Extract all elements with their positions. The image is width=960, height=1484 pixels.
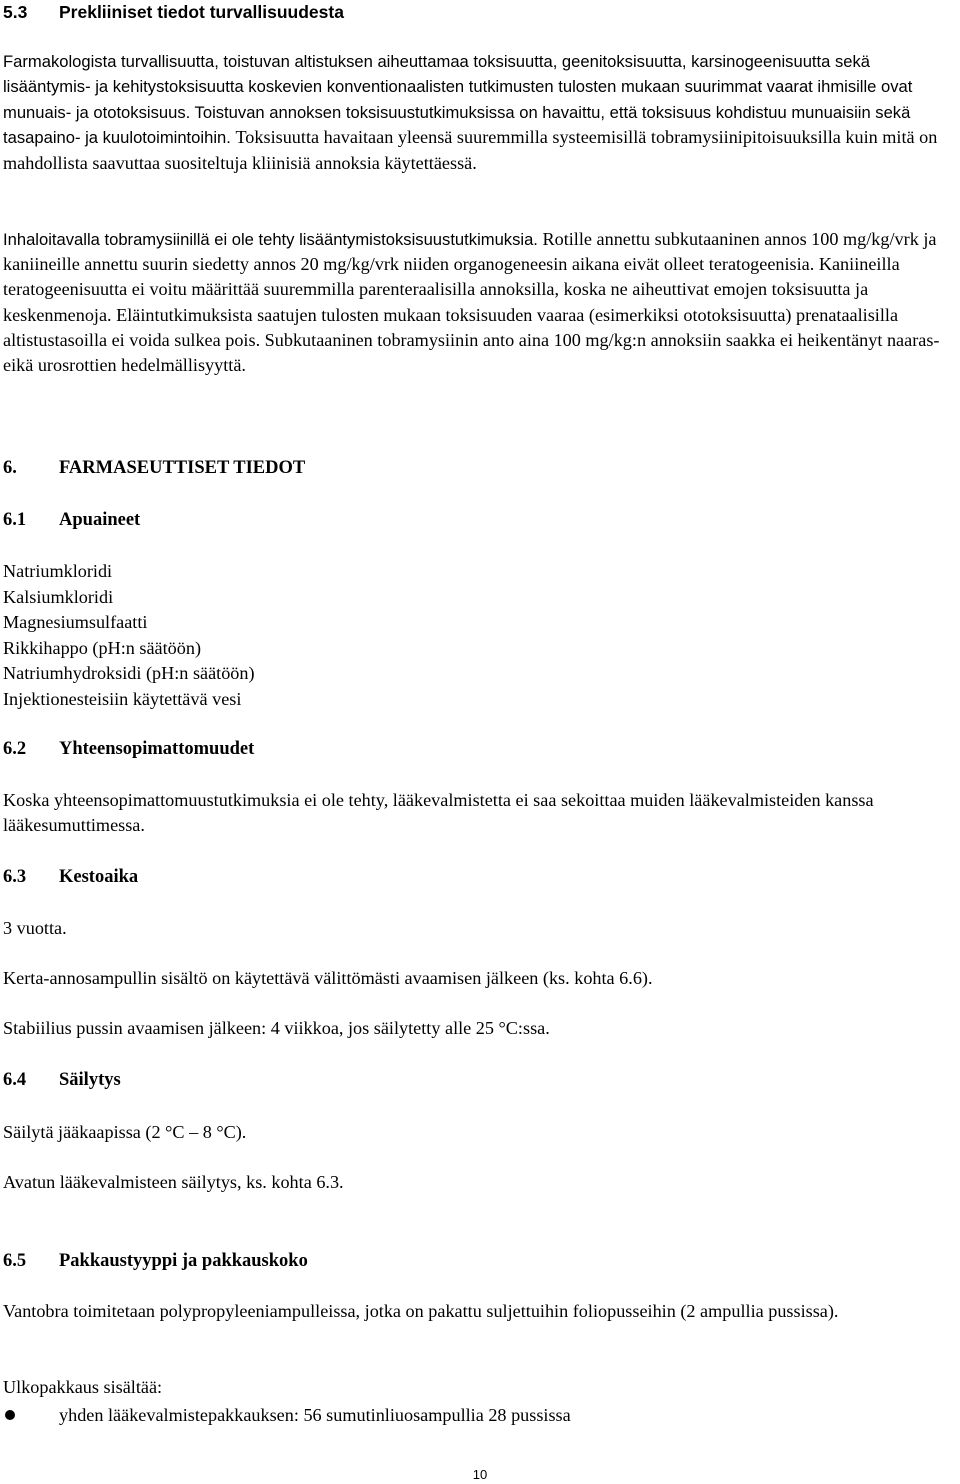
heading-title: Kestoaika	[59, 867, 139, 887]
heading-title: Pakkaustyyppi ja pakkauskoko	[59, 1251, 308, 1271]
section-heading-6-4	[3, 1068, 956, 1092]
paragraph-text: Inhaloitavalla tobramysiinillä ei ole tehty lisääntymistoksisuustutkimuksia.	[3, 230, 538, 249]
heading-number: 5.3	[3, 2, 28, 22]
section-heading-6-3	[3, 865, 956, 889]
paragraph-packaging: Vantobra toimitetaan polypropyleeniampulleissa, jotka on pakattu suljettuihin foliopusseihin (2 ampullia pussissa).	[3, 1301, 839, 1321]
paragraph-incompatibilities: Koska yhteensopimattomuustutkimuksia ei ole tehty, lääkevalmistetta ei saa sekoittaa muiden lääkevalmisteiden kanssa lääkesumuttimessa.	[3, 790, 874, 836]
bullet-text: yhden lääkevalmistepakkauksen: 56 sumutinliuosampullia 28 pussissa	[59, 1405, 571, 1425]
list-item: Injektionesteisiin käytettävä vesi	[3, 688, 242, 709]
list-item: Natriumhydroksidi (pH:n säätöön)	[3, 663, 255, 683]
paragraph-single-dose: Kerta-annosampullin sisältö on käytettävä välittömästi avaamisen jälkeen (ks. kohta 6.6).	[3, 968, 653, 988]
list-item: Natriumkloridi	[3, 561, 113, 581]
section-heading-5-3	[3, 0, 956, 24]
paragraph-safety-1	[3, 49, 956, 176]
section-heading-6	[3, 456, 956, 480]
heading-number: 6.2	[3, 739, 27, 759]
paragraph-stability: Stabiilius pussin avaamisen jälkeen: 4 viikkoa, jos säilytetty alle 25 °C:ssa.	[3, 1018, 550, 1038]
heading-number: 6.3	[3, 867, 27, 887]
heading-number: 6.5	[3, 1251, 27, 1271]
paragraph-storage: Säilytä jääkaapissa (2 °C – 8 °C).	[3, 1122, 247, 1142]
paragraph-outer-pack: Ulkopakkaus sisältää:	[3, 1377, 163, 1397]
paragraph-text: Toistuvan annoksen	[194, 102, 342, 122]
heading-title: Prekliiniset tiedot turvallisuudesta	[59, 2, 344, 22]
list-item: Magnesiumsulfaatti	[3, 612, 148, 632]
section-heading-6-1	[3, 508, 956, 532]
paragraph-text: toksisuustutkimuksissa on havaittu, että toksisuus kohdistuu munuaisiin sekä tasapaino- ja kuulotoimintoihin.	[3, 102, 911, 148]
paragraph-opened-storage: Avatun lääkevalmisteen säilytys, ks. kohta 6.3.	[3, 1172, 344, 1192]
paragraph-text: Rotille annettu subkutaaninen annos 100 mg/kg/vrk ja kaniineille annettu suurin siedetty annos 20 mg/kg/vrk niiden organogeneesin aikana eivät olleet teratogeenisia. Kaniineilla teratogeenisuutta ei voitu määrittää suuremmilla parenteraalisilla annoksilla, koska ne aiheuttivat emojen toksisuutta ja keskenmenoja. Eläintutkimuksista saatujen tulosten mukaan toksisuuden vaaraa (esimerkiksi ototoksisuutta) prenataalisilla altistustasoilla ei voida sulkea pois. Subkutaaninen tobramysiinin anto aina 100 mg/kg:n annoksiin saakka ei heikentänyt naaras- eikä urosrottien hedelmällisyyttä.	[3, 229, 940, 376]
bullet-icon	[5, 1410, 15, 1420]
heading-number: 6.4	[3, 1070, 27, 1090]
heading-title: FARMASEUTTISET TIEDOT	[59, 458, 306, 478]
heading-title: Yhteensopimattomuudet	[59, 739, 255, 759]
heading-title: Apuaineet	[59, 510, 141, 530]
paragraph-safety-2	[3, 227, 956, 378]
list-item: Rikkihappo (pH:n säätöön)	[3, 637, 202, 658]
heading-number: 6.	[3, 458, 17, 478]
paragraph-text: Toksisuutta havaitaan yleensä suuremmilla systeemisillä tobramysiinipitoisuuksilla kuin mitä on mahdollista saavuttaa suositeltuja kliinisiä annoksia käytettäessä.	[3, 127, 938, 173]
heading-title: Säilytys	[59, 1070, 121, 1090]
section-heading-6-2	[3, 737, 956, 761]
section-heading-6-5	[3, 1249, 956, 1273]
list-item: Kalsiumkloridi	[3, 586, 114, 607]
paragraph-text: Farmakologista turvallisuutta, toistuvan altistuksen aiheuttamaa toksisuutta, geenitoksisuutta, karsinogeenisuutta sekä lisääntymis- ja kehitystoksisuutta koskevien konventionaalisten tutkimusten tulosten mukaan suurimmat vaarat ihmisille ovat munuais- ja ototoksisuus.	[3, 52, 913, 122]
excipients-list	[3, 559, 956, 712]
paragraph-shelf-life: 3 vuotta.	[3, 918, 67, 938]
page-number: 10	[472, 1467, 488, 1482]
heading-number: 6.1	[3, 510, 27, 530]
